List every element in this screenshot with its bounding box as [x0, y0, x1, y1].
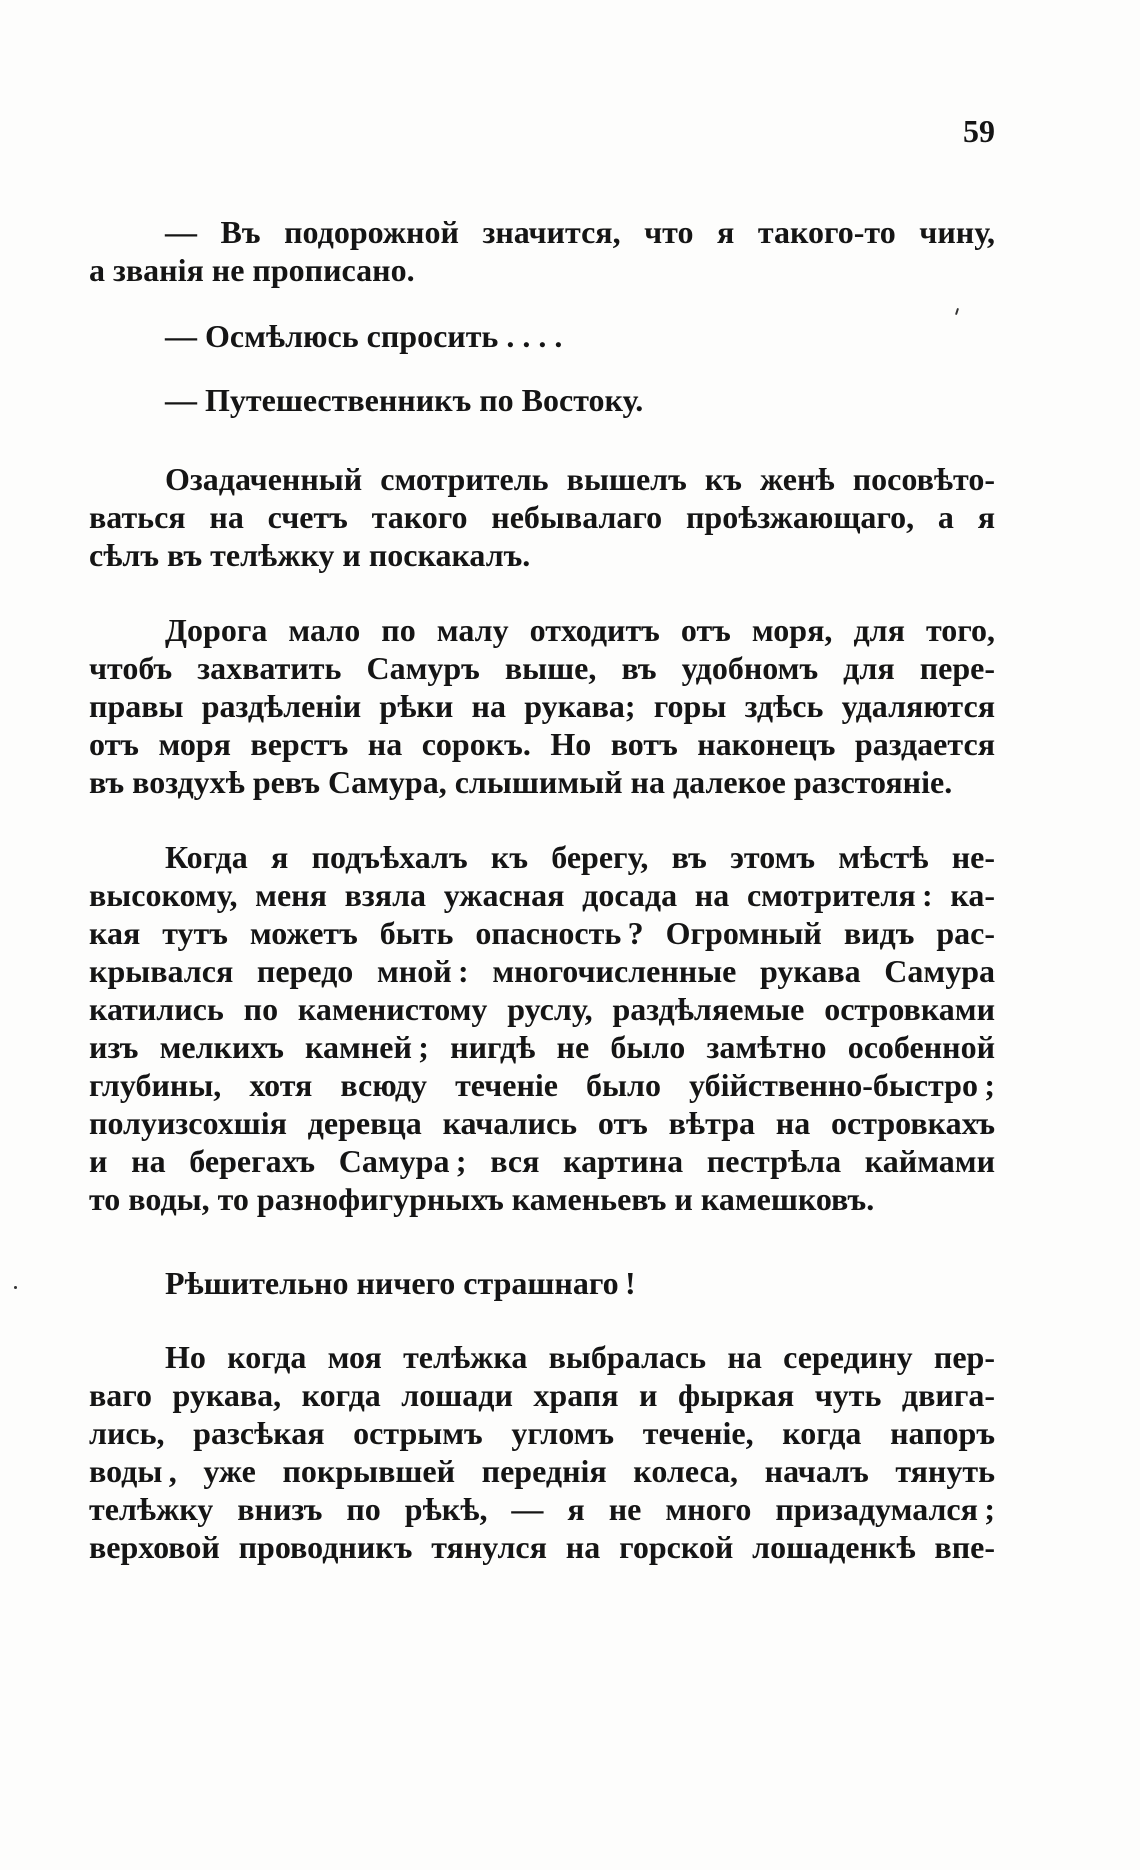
- page-number: 59: [963, 113, 995, 149]
- text-line: изъ мелкихъ камней ; нигдѣ не было замѣтно особенной: [89, 1029, 995, 1065]
- text-line: Но когда моя телѣжка выбралась на середину пер-: [165, 1339, 995, 1375]
- text-line: катились по каменистому руслу, раздѣляемые островками: [89, 991, 995, 1027]
- text-line: кая тутъ можетъ быть опасность ? Огромный видъ рас-: [89, 915, 995, 951]
- paragraph: [89, 317, 995, 355]
- paragraph: [89, 611, 995, 801]
- text-line: отъ моря верстъ на сорокъ. Но вотъ наконецъ раздается: [89, 726, 995, 762]
- text-line: полуизсохшія деревца качались отъ вѣтра на островкахъ: [89, 1105, 995, 1141]
- text-line: то воды, то разнофигурныхъ каменьевъ и камешковъ.: [89, 1181, 875, 1217]
- text-line: — Осмѣлюсь спросить . . . .: [165, 318, 563, 354]
- paragraph: [89, 381, 995, 419]
- text-line: телѣжку внизъ по рѣкѣ, — я не много призадумался ;: [89, 1491, 995, 1527]
- text-line: Дорога мало по малу отходитъ отъ моря, для того,: [165, 612, 995, 648]
- paragraph: [89, 213, 995, 289]
- text-line: сѣлъ въ телѣжку и поскакалъ.: [89, 537, 531, 573]
- text-line: ваться на счетъ такого небывалаго проѣзжающаго, а я: [89, 499, 995, 535]
- text-line: высокому, меня взяла ужасная досада на смотрителя : ка-: [89, 877, 995, 913]
- text-line: правы раздѣленіи рѣки на рукава; горы здѣсь удаляются: [89, 688, 995, 724]
- text-line: крывался передо мной : многочисленные рукава Самура: [89, 953, 995, 989]
- text-line: а званія не прописано.: [89, 252, 415, 288]
- text-line: и на берегахъ Самура ; вся картина пестрѣла каймами: [89, 1143, 995, 1179]
- text-line: Когда я подъѣхалъ къ берегу, въ этомъ мѣстѣ не-: [165, 839, 995, 875]
- text-line: въ воздухѣ ревъ Самура, слышимый на далекое разстояніе.: [89, 764, 953, 800]
- text-line: глубины, хотя всюду теченіе было убійственно-быстро ;: [89, 1067, 995, 1103]
- text-line: верховой проводникъ тянулся на горской лошаденкѣ впе-: [89, 1529, 995, 1565]
- paragraph: [89, 1338, 995, 1566]
- scan-speck: [955, 308, 959, 315]
- paragraph: [89, 1264, 995, 1302]
- text-line: Рѣшительно ничего страшнаго !: [165, 1265, 636, 1301]
- scan-speck: [14, 1286, 17, 1289]
- paragraph: [89, 460, 995, 574]
- text-line: чтобъ захватить Самуръ выше, въ удобномъ для пере-: [89, 650, 995, 686]
- text-line: — Путешественникъ по Востоку.: [165, 382, 644, 418]
- text-line: Озадаченный смотритель вышелъ къ женѣ посовѣто-: [165, 461, 995, 497]
- paragraph: [89, 838, 995, 1218]
- text-line: — Въ подорожной значится, что я такого-то чину,: [165, 214, 995, 250]
- text-line: лись, разсѣкая острымъ угломъ теченіе, когда напоръ: [89, 1415, 995, 1451]
- text-line: воды , уже покрывшей переднія колеса, началъ тянуть: [89, 1453, 995, 1489]
- text-line: ваго рукава, когда лошади храпя и фыркая чуть двига-: [89, 1377, 995, 1413]
